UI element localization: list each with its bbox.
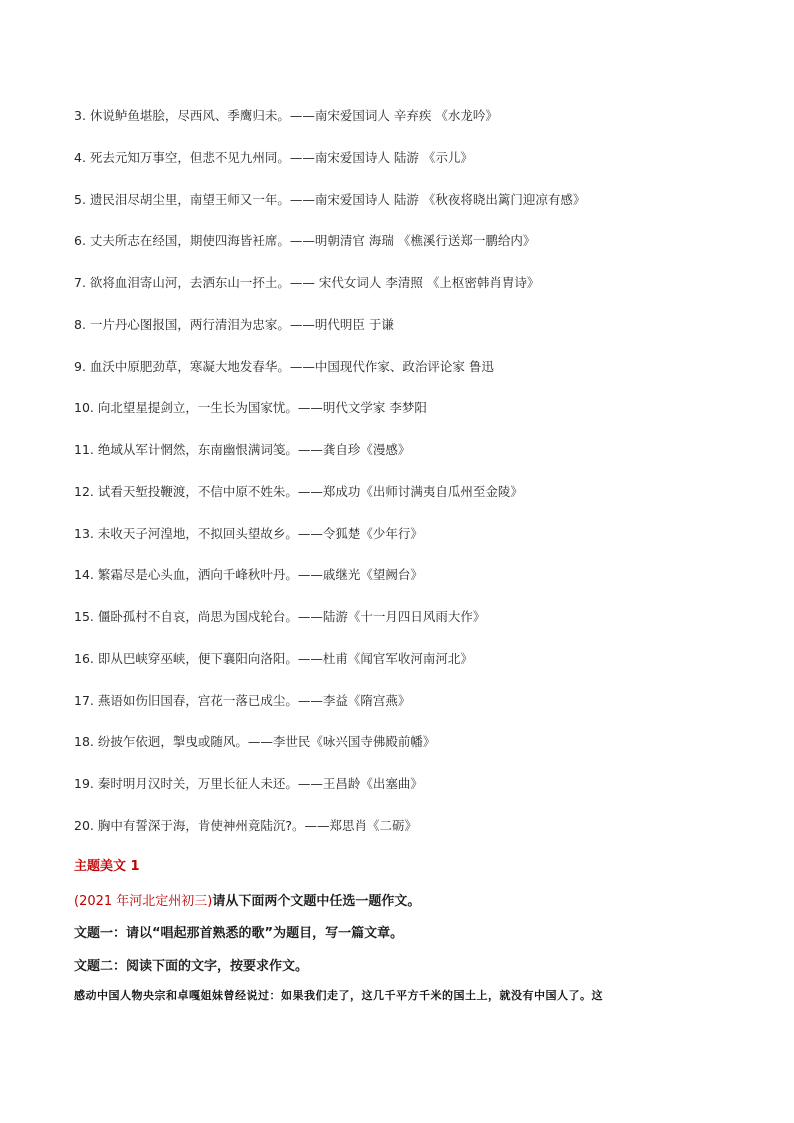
quote-item: 14. 繁霜尽是心头血，洒向千峰秋叶丹。——戚继光《望阙台》 xyxy=(74,567,423,583)
quote-item: 11. 绝域从军计惘然，东南幽恨满词笺。——龚自珍《漫感》 xyxy=(74,442,411,457)
quote-item: 20. 胸中有誓深于海，肯使神州竟陆沉?。——郑思肖《二砺》 xyxy=(74,817,417,833)
quote-item: 10. 向北望星提剑立，一生长为国家忧。——明代文学家 李梦阳 xyxy=(74,400,427,416)
section-heading: 主题美文 1 xyxy=(74,859,140,874)
quote-item: 16. 即从巴峡穿巫峡，便下襄阳向洛阳。——杜甫《闻官军收河南河北》 xyxy=(74,650,473,666)
essay-option-2: 文题二：阅读下面的文字，按要求作文。 xyxy=(74,959,309,974)
quote-item: 3. 休说鲈鱼堪脍，尽西风、季鹰归未。——南宋爱国词人 辛弃疾 《水龙吟》 xyxy=(74,108,498,123)
quote-item: 19. 秦时明月汉时关，万里长征人未还。——王昌龄《出塞曲》 xyxy=(74,776,423,791)
quote-item: 12. 试看天堑投鞭渡，不信中原不姓朱。——郑成功《出师讨满夷自瓜州至金陵》 xyxy=(74,483,523,499)
quote-list xyxy=(74,105,734,857)
quote-item: 4. 死去元知万事空，但悲不见九州同。——南宋爱国诗人 陆游 《示儿》 xyxy=(74,149,473,165)
quote-item: 13. 未收天子河湟地，不拟回头望故乡。——令狐楚《少年行》 xyxy=(74,525,423,541)
quote-item: 15. 僵卧孤村不自哀，尚思为国戍轮台。——陆游《十一月四日风雨大作》 xyxy=(74,609,486,624)
quote-item: 5. 遗民泪尽胡尘里，南望王师又一年。——南宋爱国诗人 陆游 《秋夜将晓出篱门迎凉有感》 xyxy=(74,191,586,207)
reading-excerpt: 感动中国人物央宗和卓嘎姐妹曾经说过：如果我们走了，这几千平方千米的国土上，就没有中国人了。这 xyxy=(74,989,603,1002)
quote-item: 6. 丈夫所志在经国，期使四海皆衽席。——明朝清官 海瑞 《樵溪行送郑一鹏给内》 xyxy=(74,233,536,249)
prompt-text: 请从下面两个文题中任选一题作文。 xyxy=(212,894,421,909)
quote-item: 17. 燕语如伤旧国春，宫花一落已成尘。——李益《隋宫燕》 xyxy=(74,692,411,708)
quote-item: 8. 一片丹心图报国，两行清泪为忠家。——明代明臣 于谦 xyxy=(74,316,394,332)
quote-item: 7. 欲将血泪寄山河，去洒东山一抔土。—— 宋代女词人 李清照 《上枢密韩肖胄诗》 xyxy=(74,275,540,290)
quote-item: 18. 纷披乍依迥，掣曳或随风。——李世民《咏兴国寺佛殿前幡》 xyxy=(74,734,436,750)
quote-item: 9. 血沃中原肥劲草，寒凝大地发春华。——中国现代作家、政治评论家 鲁迅 xyxy=(74,358,494,374)
source-tag: (2021 年河北定州初三) xyxy=(74,894,213,909)
essay-option-1: 文题一：请以“唱起那首熟悉的歌”为题目，写一篇文章。 xyxy=(74,926,404,941)
essay-prompt xyxy=(74,890,754,909)
